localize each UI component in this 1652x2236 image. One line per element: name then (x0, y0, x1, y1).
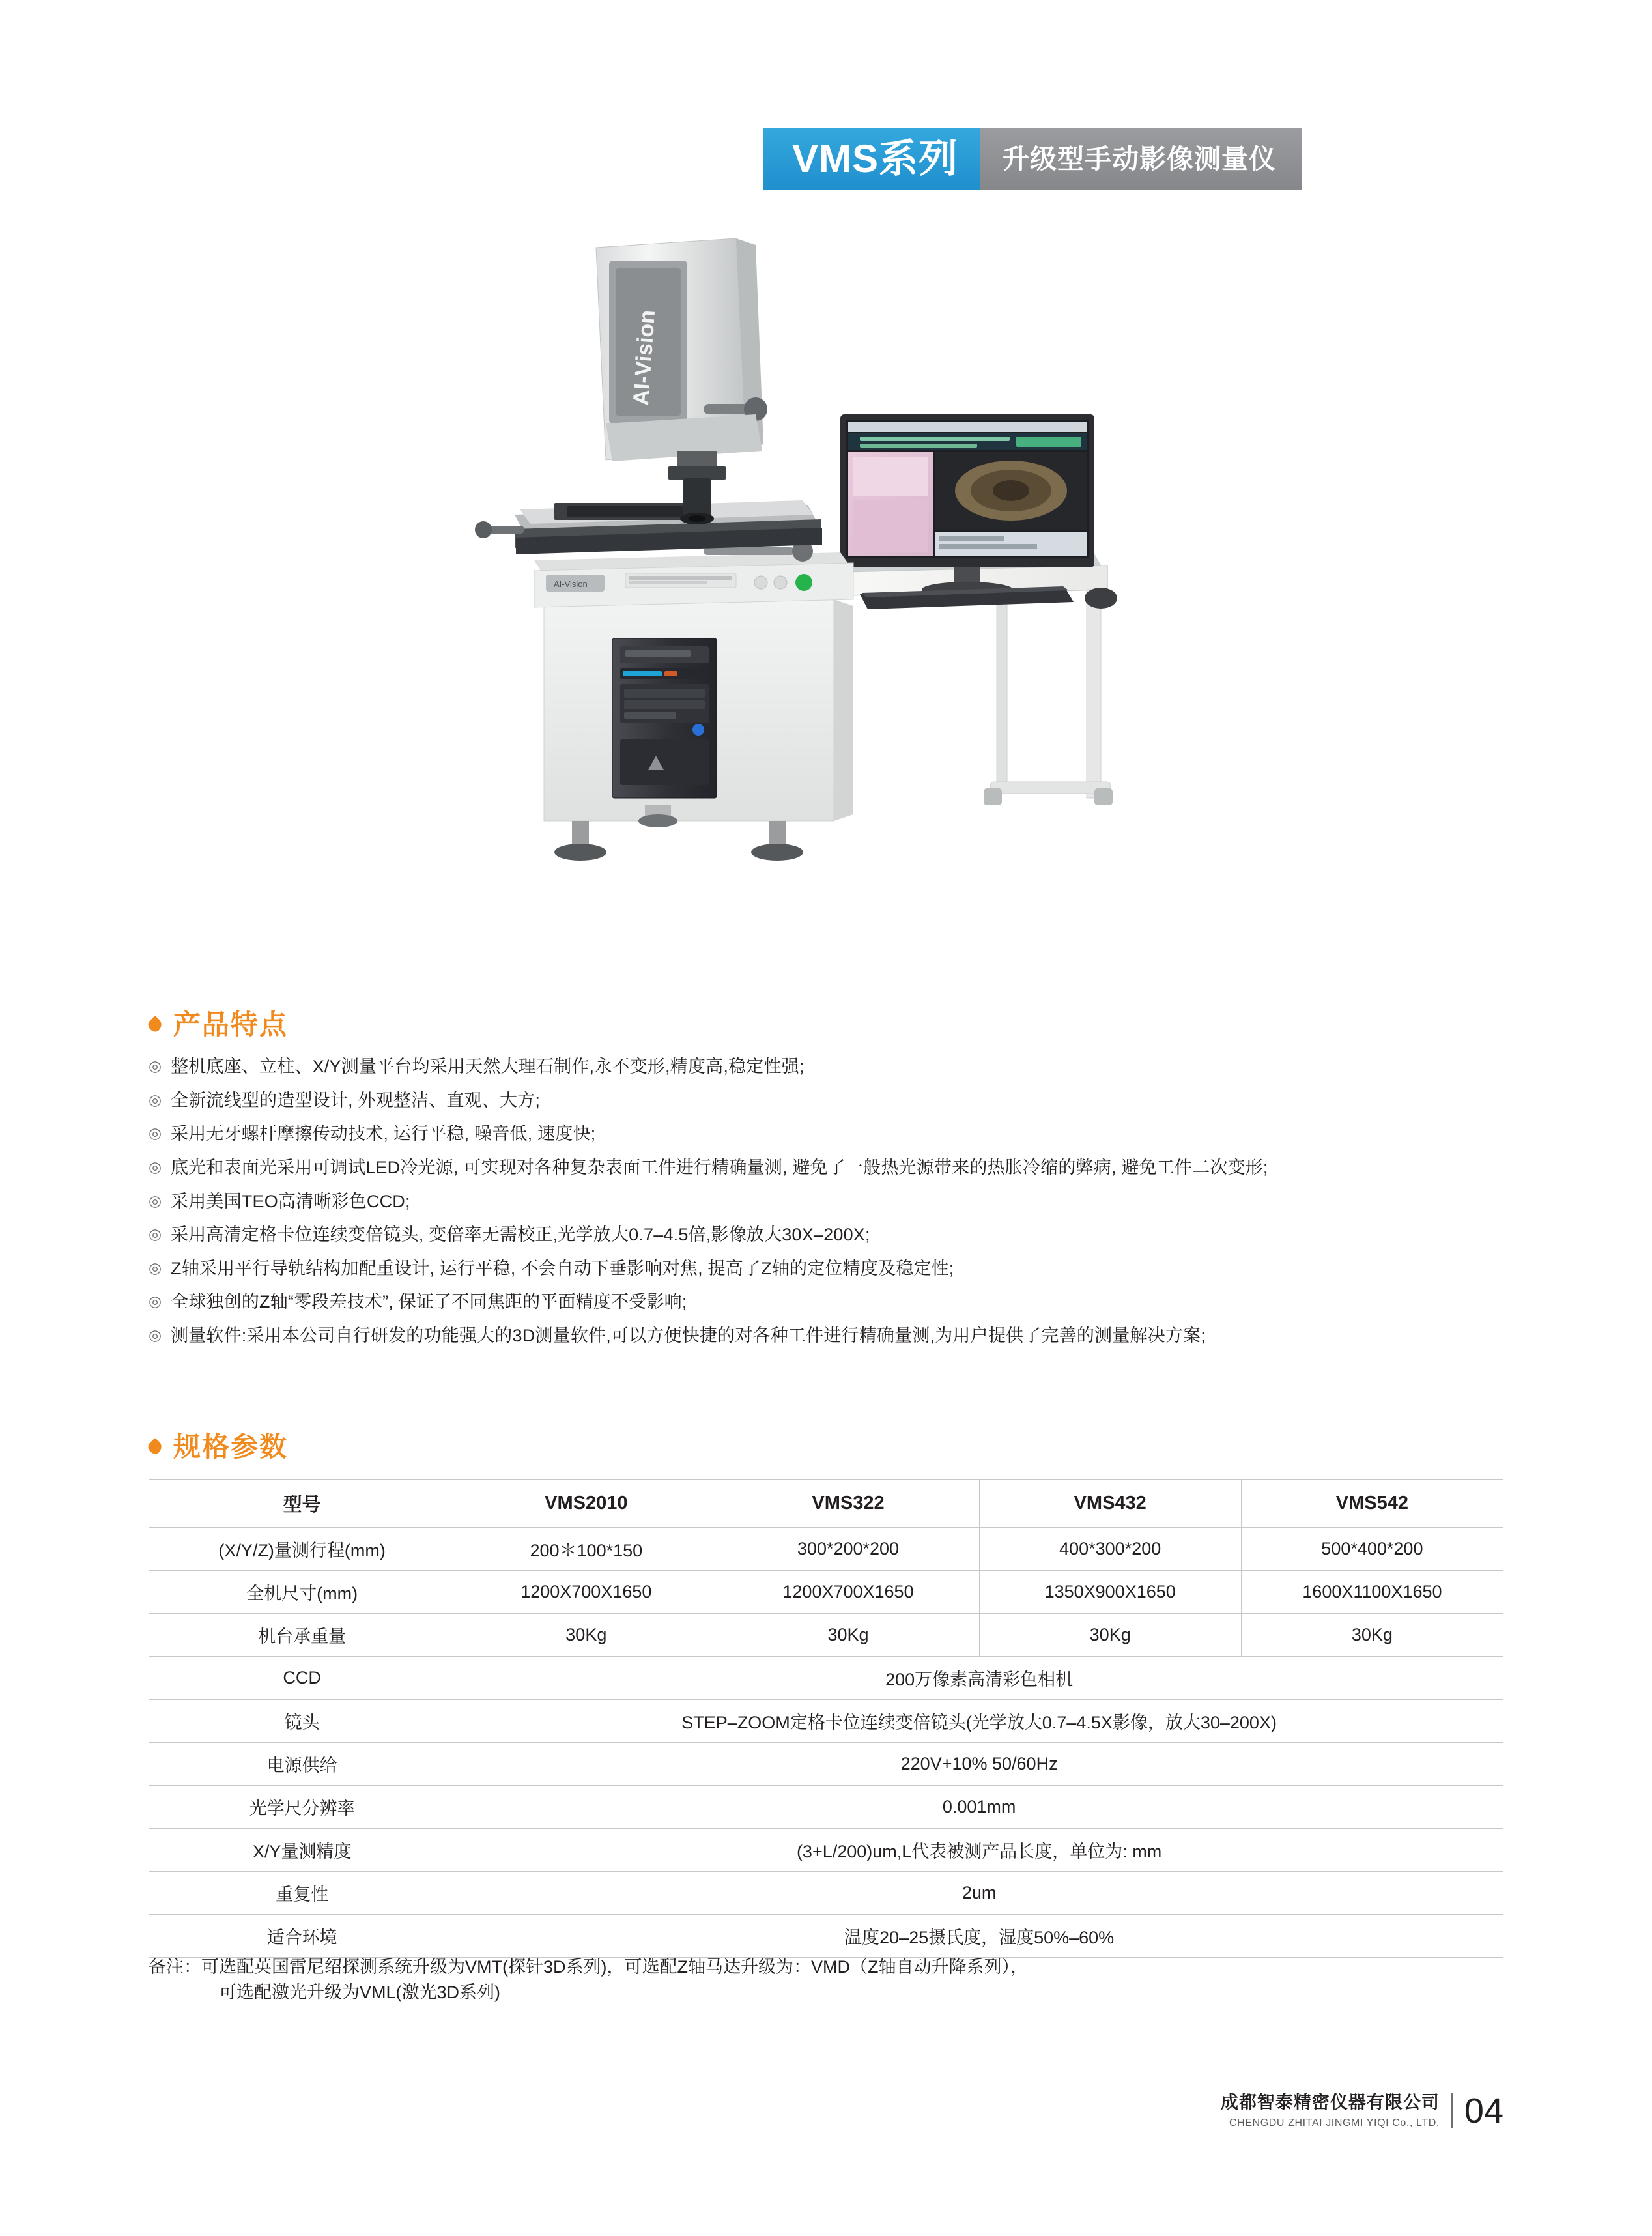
table-row-label: 光学尺分辨率 (149, 1786, 455, 1829)
spec-note-line2: 可选配激光升级为VML(激光3D系列) (219, 1983, 501, 2003)
table-cell-merged: STEP–ZOOM定格卡位连续变倍镜头(光学放大0.7–4.5X影像，放大30–200X) (455, 1700, 1503, 1743)
table-row-label: 重复性 (149, 1872, 455, 1915)
spec-title-label: 规格参数 (173, 1431, 289, 1462)
svg-text:AI-Vision: AI-Vision (554, 579, 588, 589)
table-row (149, 1743, 1503, 1786)
features-list (149, 1055, 1536, 1358)
table-row (149, 1915, 1503, 1958)
features-title-label: 产品特点 (173, 1009, 289, 1040)
product-photo (339, 208, 1355, 977)
table-header-row (149, 1480, 1503, 1528)
table-row-label: 机台承重量 (149, 1614, 455, 1657)
table-cell: 1200X700X1650 (455, 1571, 717, 1614)
table-row (149, 1786, 1503, 1829)
banner-subtitle-label: 升级型手动影像测量仪 (980, 128, 1302, 190)
table-row (149, 1614, 1503, 1657)
table-row-label: CCD (149, 1657, 455, 1700)
feature-item-text: 全球独创的Z轴“零段差技术”, 保证了不同焦距的平面精度不受影响; (171, 1292, 687, 1312)
bullet-icon: ◎ (149, 1091, 162, 1108)
table-cell-merged: 220V+10% 50/60Hz (455, 1743, 1503, 1786)
bullet-icon: ◎ (149, 1326, 162, 1343)
drop-icon (149, 1014, 163, 1035)
table-cell: 400*300*200 (979, 1528, 1241, 1571)
feature-item (149, 1325, 1536, 1348)
table-cell: 300*200*200 (717, 1528, 979, 1571)
table-cell: 500*400*200 (1241, 1528, 1503, 1571)
table-cell: 1350X900X1650 (979, 1571, 1241, 1614)
bullet-icon: ◎ (149, 1226, 162, 1243)
bullet-icon: ◎ (149, 1192, 162, 1209)
footer-divider (1451, 2093, 1453, 2128)
feature-item (149, 1291, 1536, 1314)
drop-icon (149, 1437, 163, 1457)
specification-table (149, 1479, 1503, 1958)
feature-item (149, 1190, 1536, 1214)
table-row-label: 电源供给 (149, 1743, 455, 1786)
bullet-icon: ◎ (149, 1125, 162, 1142)
company-block (1221, 2091, 1440, 2130)
spec-note (149, 1955, 1503, 2005)
table-cell-merged: 0.001mm (455, 1786, 1503, 1829)
bullet-icon: ◎ (149, 1057, 162, 1074)
table-row-label: (X/Y/Z)量测行程(mm) (149, 1528, 455, 1571)
table-header-model: 型号 (149, 1480, 455, 1528)
table-cell: 30Kg (455, 1614, 717, 1657)
feature-item-text: 全新流线型的造型设计, 外观整洁、直观、大方; (171, 1090, 541, 1110)
table-row (149, 1700, 1503, 1743)
table-header-model-VMS542: VMS542 (1241, 1480, 1503, 1528)
feature-item-text: 采用美国TEO高清晰彩色CCD; (171, 1191, 410, 1211)
feature-item (149, 1055, 1536, 1079)
table-cell: 30Kg (979, 1614, 1241, 1657)
table-cell-merged: (3+L/200)um,L代表被测产品长度，单位为: mm (455, 1829, 1503, 1872)
z-axis-column (596, 238, 767, 524)
bullet-icon: ◎ (149, 1158, 162, 1175)
feature-item-text: 测量软件:采用本公司自行研发的功能强大的3D测量软件,可以方便快捷的对各种工件进行精确量测,为用户提供了完善的测量解决方案; (171, 1326, 1206, 1345)
table-row-label: 适合环境 (149, 1915, 455, 1958)
bullet-icon: ◎ (149, 1293, 162, 1310)
bullet-icon: ◎ (149, 1259, 162, 1276)
table-cell: 1200X700X1650 (717, 1571, 979, 1614)
feature-item (149, 1156, 1536, 1180)
table-cell-merged: 温度20–25摄氏度，湿度50%–60% (455, 1915, 1503, 1958)
table-header-model-VMS2010: VMS2010 (455, 1480, 717, 1528)
machine-cabinet (544, 599, 853, 861)
feature-item (149, 1257, 1536, 1281)
page-header-banner (763, 128, 1527, 190)
table-row (149, 1657, 1503, 1700)
table-row-label: X/Y量测精度 (149, 1829, 455, 1872)
table-cell-merged: 200万像素高清彩色相机 (455, 1657, 1503, 1700)
table-header-model-VMS322: VMS322 (717, 1480, 979, 1528)
company-name-cn: 成都智泰精密仪器有限公司 (1220, 2093, 1440, 2112)
features-section-title (149, 1011, 288, 1039)
banner-series-label: VMS系列 (763, 128, 980, 190)
table-cell: 200＊100*150 (455, 1528, 717, 1571)
table-row-label: 镜头 (149, 1700, 455, 1743)
spec-section-title (149, 1433, 288, 1461)
table-row (149, 1829, 1503, 1872)
table-row-label: 全机尺寸(mm) (149, 1571, 455, 1614)
table-row (149, 1872, 1503, 1915)
feature-item-text: 底光和表面光采用可调试LED冷光源, 可实现对各种复杂表面工件进行精确量测, 避免了一般热光源带来的热胀冷缩的弊病, 避免工件二次变形; (171, 1157, 1268, 1177)
page-number: 04 (1464, 2091, 1503, 2130)
table-cell-merged: 2um (455, 1872, 1503, 1915)
feature-item (149, 1089, 1536, 1113)
column-brand-text: AI-Vision (628, 309, 661, 407)
xy-stage (475, 500, 822, 554)
feature-item-text: 采用无牙螺杆摩擦传动技术, 运行平稳, 噪音低, 速度快; (171, 1124, 596, 1144)
table-row (149, 1571, 1503, 1614)
feature-item-text: 整机底座、立柱、X/Y测量平台均采用天然大理石制作,永不变形,精度高,稳定性强; (171, 1057, 805, 1076)
table-row (149, 1528, 1503, 1571)
feature-item-text: Z轴采用平行导轨结构加配重设计, 运行平稳, 不会自动下垂影响对焦, 提高了Z轴的定位精度及稳定性; (171, 1258, 954, 1278)
company-name-en: CHENGDU ZHITAI JINGMI YIQI Co., LTD. (1229, 2117, 1440, 2129)
table-cell: 1600X1100X1650 (1241, 1571, 1503, 1614)
spec-note-line1: 备注：可选配英国雷尼绍探测系统升级为VMT(探针3D系列)，可选配Z轴马达升级为：VMD（Z轴自动升降系列）， (149, 1957, 1028, 1977)
table-cell: 30Kg (717, 1614, 979, 1657)
table-cell: 30Kg (1241, 1614, 1503, 1657)
page-footer (1221, 2091, 1503, 2130)
feature-item (149, 1123, 1536, 1146)
table-header-model-VMS432: VMS432 (979, 1480, 1241, 1528)
feature-item-text: 采用高清定格卡位连续变倍镜头, 变倍率无需校正,光学放大0.7–4.5倍,影像放大30X–200X; (171, 1225, 870, 1245)
feature-item (149, 1224, 1536, 1247)
